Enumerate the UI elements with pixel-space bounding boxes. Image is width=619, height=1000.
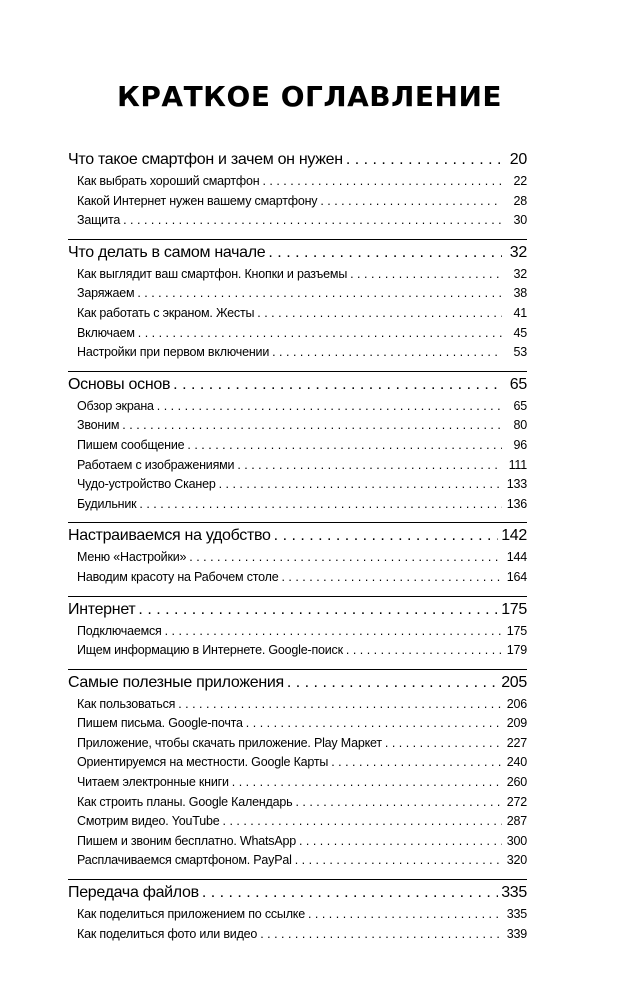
dot-leader: [202, 880, 498, 905]
toc-subentry[interactable]: [68, 265, 527, 285]
toc-subentry-title: Включаем: [77, 325, 135, 340]
toc-subentry[interactable]: [68, 812, 527, 832]
toc-subentry-page-number: 32: [513, 266, 527, 281]
toc-section: [68, 371, 527, 515]
toc-subentry-title: Подключаемся: [77, 623, 162, 638]
toc-chapter[interactable]: [68, 670, 527, 695]
dot-leader: [308, 905, 502, 925]
toc-section: [68, 879, 527, 944]
toc-subentry-title: Как строить планы. Google Календарь: [77, 794, 293, 809]
toc-subentry[interactable]: [68, 905, 527, 925]
toc-chapter-page-number: 20: [509, 151, 527, 168]
toc-subentry[interactable]: [68, 416, 527, 436]
toc-subentry-page-number: 175: [506, 623, 527, 638]
toc-subentry[interactable]: [68, 172, 527, 192]
toc-subentry-page-number: 53: [513, 345, 527, 360]
toc-subentry-page-number: 30: [513, 213, 527, 228]
dot-leader: [281, 568, 502, 588]
toc-chapter-title: Настраиваемся на удобство: [68, 527, 271, 545]
dot-leader: [138, 324, 502, 344]
toc-subentry-title: Какой Интернет нужен вашему смартфону: [77, 193, 318, 208]
dot-leader: [331, 753, 502, 773]
toc-subentry-page-number: 133: [506, 477, 527, 492]
dot-leader: [157, 397, 502, 417]
toc-subentry-title: Как поделиться приложением по ссылке: [77, 907, 305, 922]
toc-chapter[interactable]: [68, 372, 527, 397]
dot-leader: [165, 622, 502, 642]
dot-leader: [295, 793, 502, 813]
toc-subentry-title: Заряжаем: [77, 286, 135, 301]
dot-leader: [122, 416, 502, 436]
dot-leader: [137, 284, 502, 304]
toc-subentry[interactable]: [68, 714, 527, 734]
dot-leader: [346, 641, 502, 661]
dot-leader: [246, 714, 502, 734]
toc-section: [68, 239, 527, 363]
toc-subentry-title: Расплачиваемся смартфоном. PayPal: [77, 853, 292, 868]
toc-subentry-page-number: 320: [506, 853, 527, 868]
dot-leader: [173, 372, 502, 397]
toc-subentry-page-number: 22: [513, 174, 527, 188]
toc-subentry-page-number: 179: [506, 643, 527, 658]
dot-leader: [385, 734, 502, 754]
toc-subentry-page-number: 260: [506, 775, 527, 790]
toc-subentry[interactable]: [68, 568, 527, 588]
toc-chapter-title: Что такое смартфон и зачем он нужен: [68, 151, 343, 168]
toc-subentry-title: Как поделиться фото или видео: [77, 926, 258, 941]
toc-subentry-title: Звоним: [77, 418, 120, 433]
toc-chapter-title: Передача файлов: [68, 884, 199, 902]
toc-subentry-page-number: 227: [506, 735, 527, 750]
toc-subentry[interactable]: [68, 456, 527, 476]
toc-subentry-title: Как выбрать хороший смартфон: [77, 174, 260, 188]
toc-subentry[interactable]: [68, 495, 527, 515]
dot-leader: [187, 436, 502, 456]
page-title: КРАТКОЕ ОГЛАВЛЕНИЕ: [116, 80, 503, 113]
dot-leader: [138, 597, 498, 622]
toc-subentry-title: Смотрим видео. YouTube: [77, 814, 220, 829]
toc-subentry-page-number: 339: [506, 926, 527, 941]
dot-leader: [123, 211, 502, 231]
toc-chapter[interactable]: [68, 880, 527, 905]
toc-subentry-title: Меню «Настройки»: [77, 550, 187, 565]
toc-subentry[interactable]: [68, 284, 527, 304]
toc-subentry-page-number: 28: [513, 193, 527, 208]
dot-leader: [287, 670, 498, 695]
toc-chapter-page-number: 65: [509, 375, 527, 393]
dot-leader: [237, 456, 502, 476]
toc-subentry[interactable]: [68, 436, 527, 456]
toc-subentry-title: Как работать с экраном. Жесты: [77, 305, 255, 320]
toc-section: [68, 669, 527, 871]
dot-leader: [346, 147, 502, 172]
toc-subentry-page-number: 96: [513, 437, 527, 452]
toc-chapter-page-number: 142: [501, 527, 527, 545]
toc-subentry[interactable]: [68, 475, 527, 495]
toc-subentry[interactable]: [68, 925, 527, 945]
toc-subentry-title: Как пользоваться: [77, 696, 176, 711]
toc-subentry[interactable]: [68, 622, 527, 642]
toc-subentry-page-number: 111: [508, 457, 527, 472]
toc-subentry[interactable]: [68, 192, 527, 212]
toc-subentry-title: Защита: [77, 213, 121, 228]
toc-subentry-title: Наводим красоту на Рабочем столе: [77, 569, 279, 584]
toc-subentry-page-number: 287: [506, 814, 527, 829]
dot-leader: [268, 240, 502, 265]
toc-subentry[interactable]: [68, 211, 527, 231]
toc-chapter-title: Что делать в самом начале: [68, 243, 266, 261]
toc-section: [68, 596, 527, 661]
toc-chapter[interactable]: [68, 523, 527, 548]
toc-subentry[interactable]: [68, 548, 527, 568]
dot-leader: [139, 495, 502, 515]
toc-chapter-title: Самые полезные приложения: [68, 673, 284, 691]
toc-subentry-title: Читаем электронные книги: [77, 775, 229, 790]
toc-chapter[interactable]: [68, 147, 527, 172]
dot-leader: [260, 925, 502, 945]
toc-subentry-page-number: 335: [506, 907, 527, 922]
toc-subentry-page-number: 41: [513, 305, 527, 320]
dot-leader: [189, 548, 502, 568]
toc-subentry[interactable]: [68, 324, 527, 344]
toc-subentry-title: Ориентируемся на местности. Google Карты: [77, 755, 329, 770]
dot-leader: [272, 343, 502, 363]
dot-leader: [219, 475, 502, 495]
toc-chapter[interactable]: [68, 597, 527, 622]
table-of-contents: [68, 147, 527, 944]
toc-chapter-page-number: 32: [509, 243, 527, 261]
toc-subentry[interactable]: [68, 851, 527, 871]
toc-chapter[interactable]: [68, 240, 527, 265]
dot-leader: [178, 695, 502, 715]
toc-subentry-page-number: 240: [506, 755, 527, 770]
dot-leader: [350, 265, 502, 285]
toc-subentry-page-number: 136: [506, 496, 527, 511]
toc-subentry-page-number: 272: [506, 794, 527, 809]
toc-chapter-title: Основы основ: [68, 375, 171, 393]
toc-subentry-page-number: 65: [513, 398, 527, 413]
toc-subentry[interactable]: [68, 695, 527, 715]
toc-subentry-title: Пишем сообщение: [77, 437, 185, 452]
toc-subentry-title: Чудо-устройство Сканер: [77, 477, 216, 492]
toc-subentry[interactable]: [68, 773, 527, 793]
toc-subentry-title: Обзор экрана: [77, 398, 154, 413]
toc-subentry[interactable]: [68, 753, 527, 773]
toc-chapter-page-number: 175: [501, 600, 527, 618]
toc-subentry-page-number: 144: [506, 550, 527, 565]
toc-subentry-page-number: 38: [513, 286, 527, 301]
toc-section: [68, 522, 527, 587]
toc-subentry-page-number: 164: [506, 569, 527, 584]
toc-subentry-page-number: 209: [506, 716, 527, 731]
toc-subentry-page-number: 206: [506, 696, 527, 711]
toc-subentry-title: Настройки при первом включении: [77, 345, 270, 360]
toc-subentry-title: Пишем письма. Google-почта: [77, 716, 243, 731]
toc-chapter-page-number: 335: [501, 884, 527, 902]
toc-subentry[interactable]: [68, 641, 527, 661]
toc-subentry[interactable]: [68, 734, 527, 754]
toc-subentry-page-number: 80: [513, 418, 527, 433]
toc-chapter-page-number: 205: [501, 673, 527, 691]
toc-subentry-page-number: 45: [513, 325, 527, 340]
toc-subentry[interactable]: [68, 832, 527, 852]
toc-subentry-title: Приложение, чтобы скачать приложение. Play Маркет: [77, 735, 382, 750]
dot-leader: [257, 304, 502, 324]
toc-section: [68, 147, 527, 231]
dot-leader: [295, 851, 502, 871]
dot-leader: [274, 523, 499, 548]
toc-chapter-title: Интернет: [68, 600, 136, 618]
toc-subentry-title: Работаем с изображениями: [77, 457, 235, 472]
dot-leader: [262, 172, 502, 192]
toc-subentry-title: Как выглядит ваш смартфон. Кнопки и разъемы: [77, 266, 348, 281]
toc-subentry[interactable]: [68, 397, 527, 417]
toc-subentry[interactable]: [68, 343, 527, 363]
toc-subentry[interactable]: [68, 304, 527, 324]
toc-subentry-title: Ищем информацию в Интернете. Google-поиск: [77, 643, 343, 658]
toc-subentry-title: Будильник: [77, 496, 137, 511]
toc-subentry-page-number: 300: [506, 833, 527, 848]
toc-subentry[interactable]: [68, 793, 527, 813]
dot-leader: [223, 812, 502, 832]
dot-leader: [299, 832, 502, 852]
dot-leader: [232, 773, 502, 793]
dot-leader: [320, 192, 502, 212]
toc-subentry-title: Пишем и звоним бесплатно. WhatsApp: [77, 833, 296, 848]
